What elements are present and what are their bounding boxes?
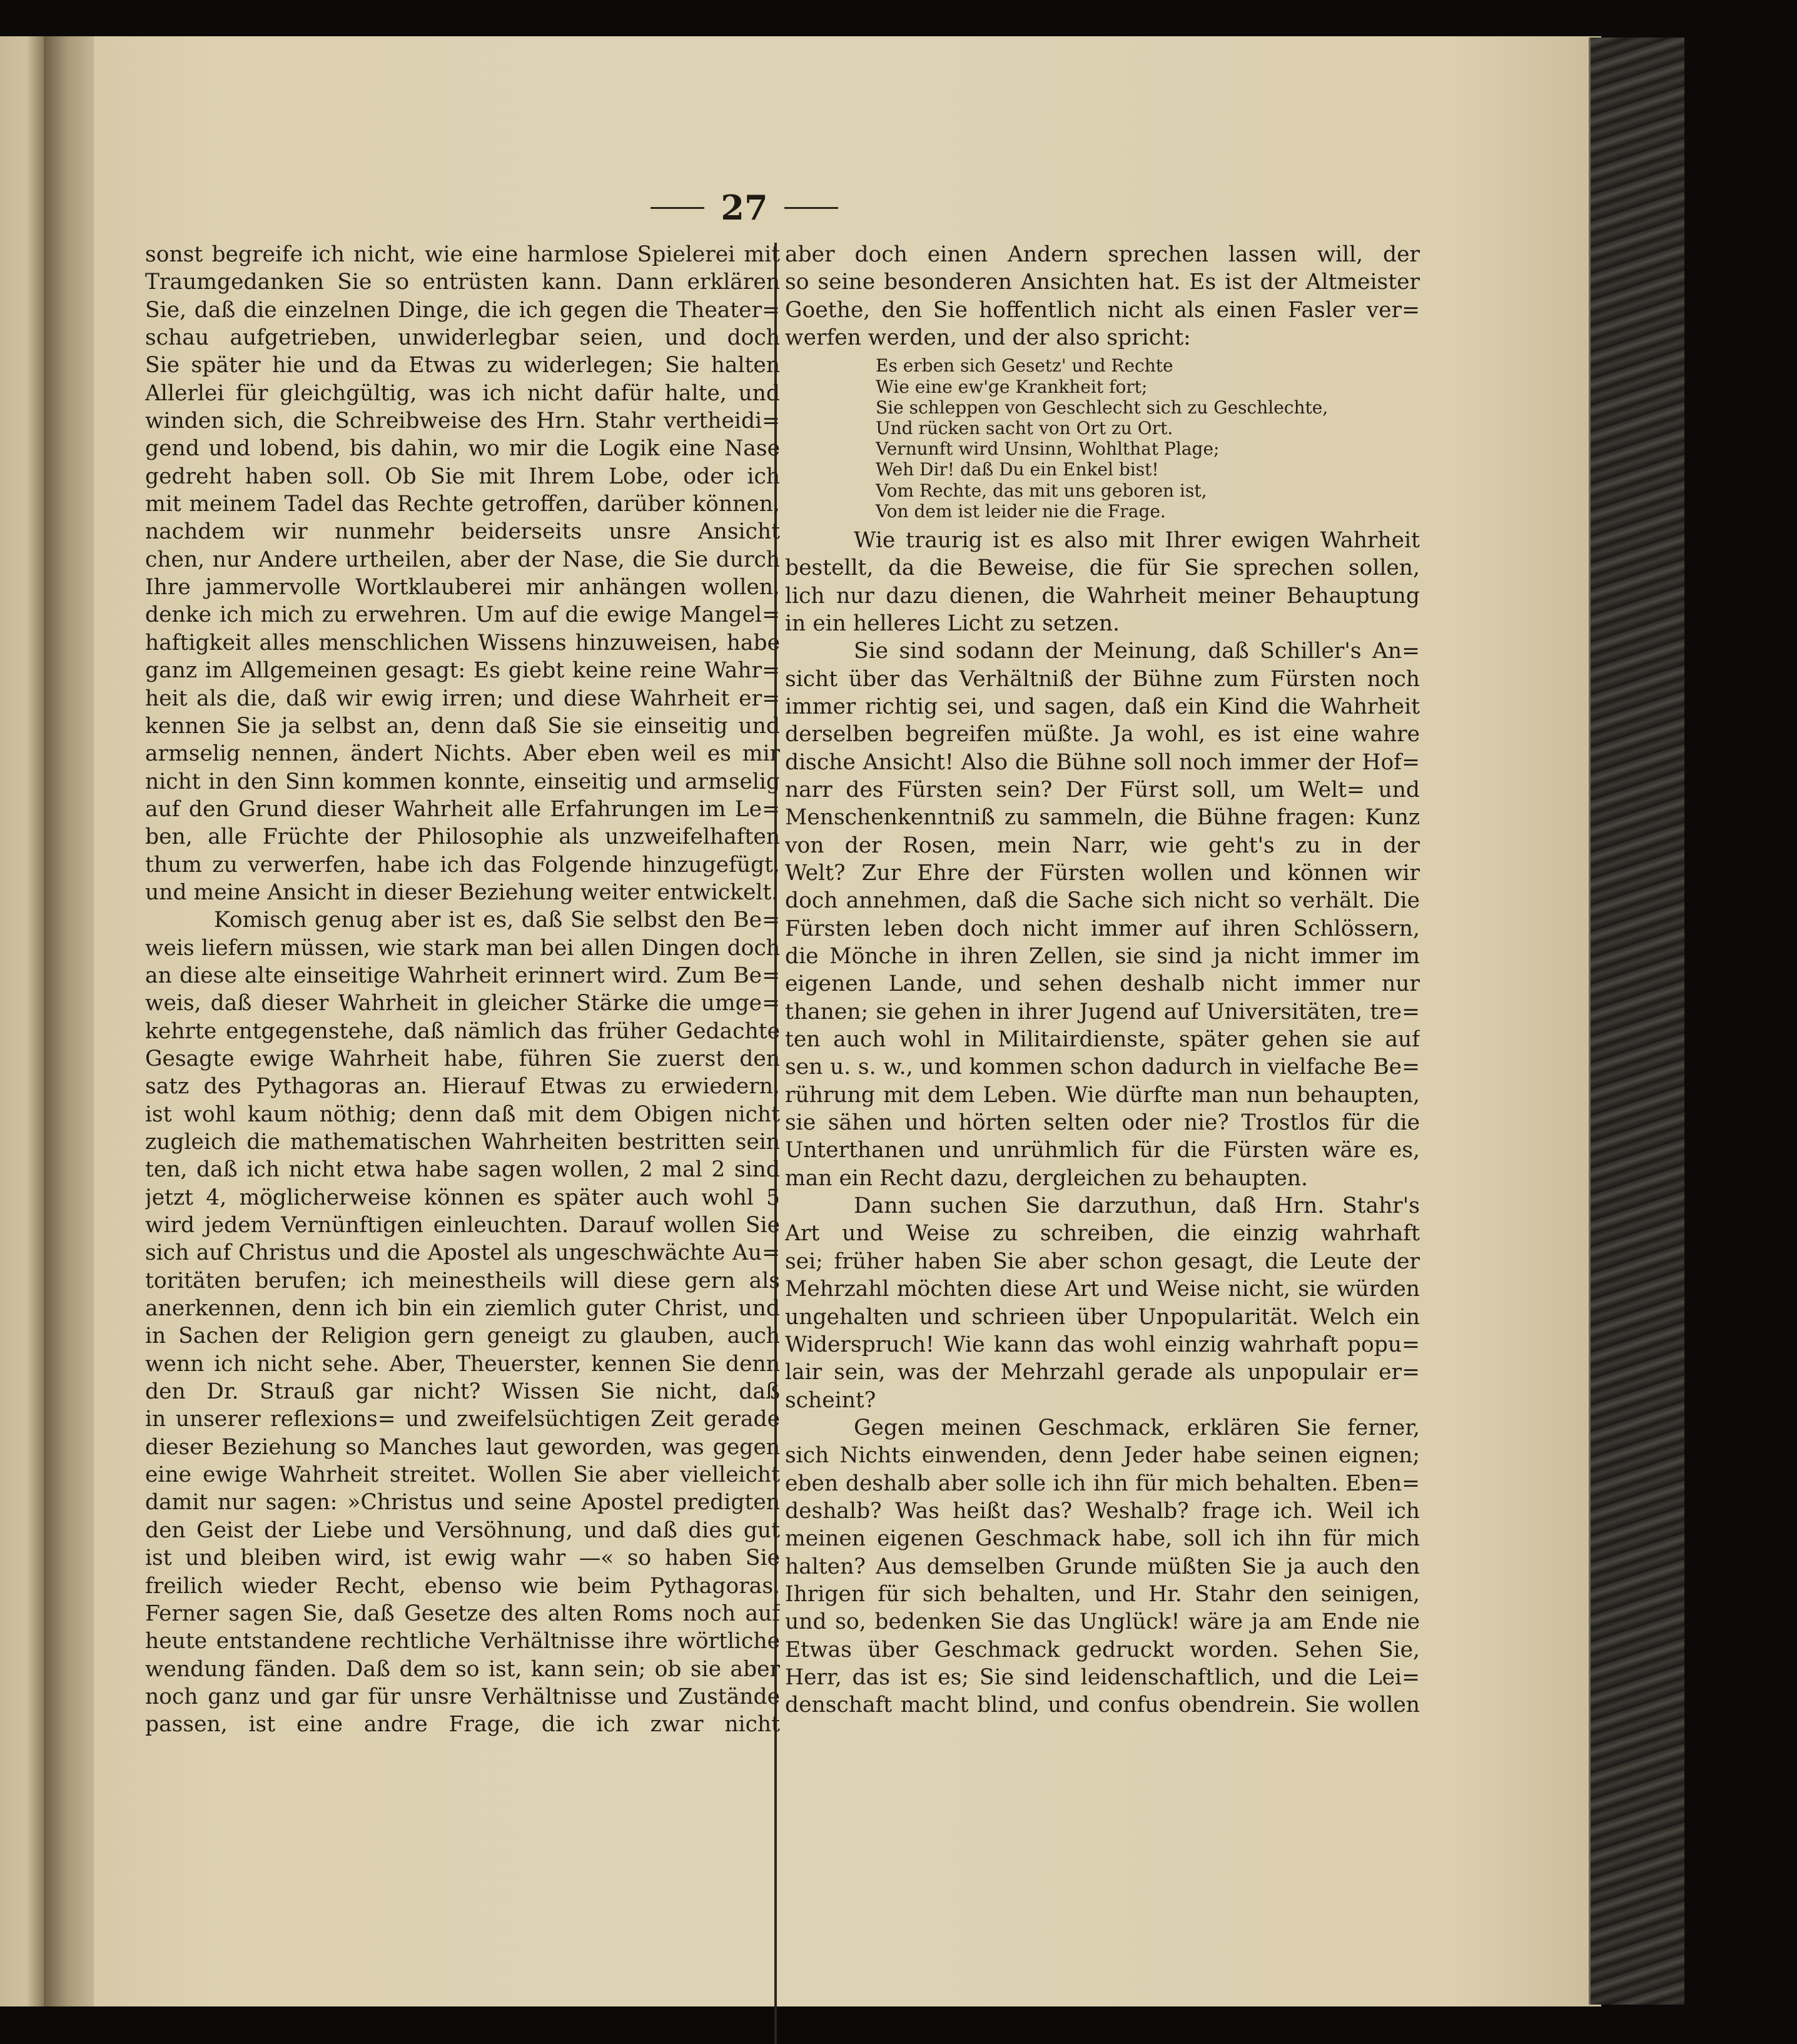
text-line: dische Ansicht! Also die Bühne soll noch immer der Hof= (785, 749, 1420, 775)
right-column-intro (785, 241, 1420, 352)
text-line: derselben begreifen müßte. Ja wohl, es ist eine wahre (785, 722, 1420, 747)
text-line: ist und bleiben wird, ist ewig wahr —« so haben Sie (145, 1546, 780, 1571)
text-line: anerkennen, denn ich bin ein ziemlich guter Christ, und (145, 1296, 780, 1322)
text-line: ten, daß ich nicht etwa habe sagen wollen, 2 mal 2 sind (145, 1157, 780, 1183)
text-line: und meine Ansicht in dieser Beziehung weiter entwickelt. (145, 879, 779, 905)
text-line: winden sich, die Schreibweise des Hrn. Stahr vertheidi= (145, 408, 780, 434)
text-line: ungehalten und schrieen über Unpopularität. Welch ein (785, 1304, 1420, 1330)
text-line: Unterthanen und unrühmlich für die Fürsten wäre es, (785, 1138, 1420, 1163)
text-line: den Geist der Liebe und Versöhnung, und daß dies gut (145, 1517, 780, 1543)
text-line: immer richtig sei, und sagen, daß ein Kind die Wahrheit (785, 694, 1420, 719)
text-line: Gesagte ewige Wahrheit habe, führen Sie zuerst den (145, 1046, 780, 1071)
text-line: Wie traurig ist es also mit Ihrer ewigen Wahrheit (854, 527, 1420, 553)
text-line: Ferner sagen Sie, daß Gesetze des alten Roms noch auf (145, 1601, 780, 1626)
text-line: bestellt, da die Beweise, die für Sie sprechen sollen, (785, 555, 1420, 581)
text-line: mit meinem Tadel das Rechte getroffen, darüber können, (145, 492, 780, 517)
text-line: toritäten berufen; ich meinestheils will diese gern als (145, 1268, 780, 1293)
text-line: lair sein, was der Mehrzahl gerade als unpopulair er= (785, 1360, 1420, 1385)
verse-line: Wie eine ew'ge Krankheit fort; (876, 376, 1148, 397)
text-line: lich nur dazu dienen, die Wahrheit meiner Behauptung (785, 583, 1420, 609)
text-line: ten auch wohl in Militairdienste, später gehen sie auf (785, 1027, 1420, 1053)
text-line: Ihrigen für sich behalten, und Hr. Stahr den seinigen, (785, 1581, 1420, 1607)
text-line: ben, alle Früchte der Philosophie als unzweifelhaften (145, 824, 780, 850)
text-line: weis liefern müssen, wie stark man bei allen Dingen doch (145, 935, 780, 961)
text-line: man ein Recht dazu, dergleichen zu behaupten. (785, 1165, 1308, 1191)
text-line: wenn ich nicht sehe. Aber, Theuerster, kennen Sie denn (145, 1351, 780, 1377)
text-line: denke ich mich zu erwehren. Um auf die ewige Mangel= (145, 602, 780, 628)
text-line: narr des Fürsten sein? Der Fürst soll, um Welt= und (785, 777, 1420, 802)
text-line: in Sachen der Religion gern geneigt zu glauben, auch (145, 1323, 780, 1349)
verse-line: Weh Dir! daß Du ein Enkel bist! (876, 459, 1159, 480)
text-line: rührung mit dem Leben. Wie dürfte man nun behaupten, (785, 1082, 1420, 1108)
text-line: sei; früher haben Sie aber schon gesagt, die Leute der (785, 1248, 1420, 1274)
text-line: eben deshalb aber solle ich ihn für mich behalten. Eben= (785, 1470, 1420, 1496)
text-line: Fürsten leben doch nicht immer auf ihren Schlössern, (785, 916, 1420, 941)
text-line: chen, nur Andere urtheilen, aber der Nase, die Sie durch (145, 547, 780, 572)
right-column (785, 241, 1420, 1719)
text-line: gedreht haben soll. Ob Sie mit Ihrem Lobe, oder ich (145, 463, 780, 489)
book-binding (1589, 38, 1684, 2005)
text-line: Etwas über Geschmack gedruckt worden. Sehen Sie, (785, 1637, 1420, 1662)
text-line: thanen; sie gehen in ihrer Jugend auf Universitäten, tre= (785, 999, 1420, 1025)
text-line: schau aufgetrieben, unwiderlegbar seien, und doch (145, 325, 780, 351)
text-line: zugleich die mathematischen Wahrheiten bestritten sein (145, 1130, 780, 1155)
text-line: eigenen Lande, und sehen deshalb nicht immer nur (785, 971, 1420, 997)
text-line: passen, ist eine andre Frage, die ich zwar nicht (145, 1712, 780, 1738)
text-line: Komisch genug aber ist es, daß Sie selbst den Be= (214, 908, 780, 933)
text-line: und so, bedenken Sie das Unglück! wäre ja am Ende nie (785, 1609, 1420, 1635)
verse-line: Von dem ist leider nie die Frage. (876, 500, 1166, 522)
text-line: sonst begreife ich nicht, wie eine harmlose Spielerei mit (145, 242, 780, 267)
text-line: Art und Weise zu schreiben, die einzig wahrhaft (785, 1221, 1420, 1247)
text-line: sich Nichts einwenden, denn Jeder habe seinen eignen; (785, 1443, 1420, 1469)
text-line: heute entstandene rechtliche Verhältnisse ihre wörtliche (145, 1629, 780, 1654)
text-line: nicht in den Sinn kommen konnte, einseitig und armselig (145, 769, 780, 794)
text-line: in ein helleres Licht zu setzen. (785, 610, 1120, 636)
text-line: denschaft macht blind, und confus obendrein. Sie wollen (785, 1692, 1420, 1718)
text-line: freilich wieder Recht, ebenso wie beim Pythagoras. (145, 1573, 780, 1599)
text-line: scheint? (785, 1387, 876, 1413)
text-line: armselig nennen, ändert Nichts. Aber eben weil es mir (145, 741, 780, 767)
facing-page-edge (0, 36, 44, 2006)
text-line: auf den Grund dieser Wahrheit alle Erfahrungen im Le= (145, 796, 780, 822)
text-line: sich auf Christus und die Apostel als ungeschwächte Au= (145, 1240, 780, 1266)
header-dash-right (784, 207, 838, 209)
text-line: Sie, daß die einzelnen Dinge, die ich gegen die Theater= (145, 297, 780, 323)
text-line: Gegen meinen Geschmack, erklären Sie ferner, (854, 1415, 1420, 1440)
text-line: die Mönche in ihren Zellen, sie sind ja nicht immer im (785, 944, 1420, 969)
text-line: von der Rosen, mein Narr, wie geht's zu in der (785, 832, 1420, 858)
header-dash-left (650, 207, 704, 209)
right-column-body (785, 527, 1420, 1719)
text-line: sie sähen und hörten selten oder nie? Trostlos für die (785, 1110, 1420, 1136)
text-line: Sie sind sodann der Meinung, daß Schiller's An= (854, 639, 1420, 664)
text-line: Mehrzahl möchten diese Art und Weise nicht, sie würden (785, 1277, 1420, 1302)
text-line: Allerlei für gleichgültig, was ich nicht dafür halte, und (145, 380, 780, 406)
text-line: eine ewige Wahrheit streitet. Wollen Sie aber vielleicht (145, 1462, 780, 1488)
text-line: so seine besonderen Ansichten hat. Es ist der Altmeister (785, 270, 1420, 295)
text-line: Herr, das ist es; Sie sind leidenschaftlich, und die Lei= (785, 1664, 1420, 1690)
text-line: an diese alte einseitige Wahrheit erinnert wird. Zum Be= (145, 963, 780, 988)
text-line: werfen werden, und der also spricht: (785, 325, 1191, 351)
text-line: weis, daß dieser Wahrheit in gleicher Stärke die umge= (145, 991, 780, 1016)
text-line: noch ganz und gar für unsre Verhältnisse und Zustände (145, 1684, 780, 1709)
text-line: nachdem wir nunmehr beiderseits unsre Ansicht (145, 519, 780, 545)
verse-line: Sie schleppen von Geschlecht sich zu Geschlechte, (876, 397, 1329, 418)
verse-line: Und rücken sacht von Ort zu Ort. (876, 417, 1173, 438)
text-line: Dann suchen Sie darzuthun, daß Hrn. Stahr's (854, 1193, 1420, 1219)
verse-line: Vernunft wird Unsinn, Wohlthat Plage; (876, 438, 1220, 460)
text-line: ganz im Allgemeinen gesagt: Es giebt keine reine Wahr= (145, 658, 780, 684)
verse-line: Es erben sich Gesetz' und Rechte (876, 355, 1173, 377)
text-line: Welt? Zur Ehre der Fürsten wollen und können wir (785, 861, 1420, 886)
text-line: halten? Aus demselben Grunde müßten Sie ja auch den (785, 1554, 1420, 1579)
text-line: damit nur sagen: »Christus und seine Apostel predigten (145, 1490, 780, 1515)
goethe-verse (785, 352, 1420, 527)
text-line: wendung fänden. Daß dem so ist, kann sein; ob sie aber (145, 1656, 780, 1682)
text-line: Sie später hie und da Etwas zu widerlegen; Sie halten (145, 353, 780, 378)
text-line: Goethe, den Sie hoffentlich nicht als einen Fasler ver= (785, 297, 1420, 323)
text-line: jetzt 4, möglicherweise können es später auch wohl 5 (145, 1185, 780, 1210)
text-line: haftigkeit alles menschlichen Wissens hinzuweisen, habe (145, 630, 780, 655)
text-line: sen u. s. w., und kommen schon dadurch in vielfache Be= (785, 1055, 1420, 1080)
verse-line: Vom Rechte, das mit uns geboren ist, (876, 480, 1207, 501)
text-line: Menschenkenntniß zu sammeln, die Bühne fragen: Kunz (785, 805, 1420, 831)
text-line: doch annehmen, daß die Sache sich nicht so verhält. Die (785, 888, 1420, 914)
text-line: meinen eigenen Geschmack habe, soll ich ihn für mich (785, 1526, 1420, 1552)
text-line: in unserer reflexions= und zweifelsüchtigen Zeit gerade (145, 1407, 780, 1432)
text-line: Traumgedanken Sie so entrüsten kann. Dann erklären (145, 270, 780, 295)
text-line: dieser Beziehung so Manches laut geworden, was gegen (145, 1434, 780, 1460)
text-line: kehrte entgegenstehe, daß nämlich das früher Gedachte (145, 1018, 780, 1044)
text-line: sicht über das Verhältniß der Bühne zum Fürsten noch (785, 666, 1420, 692)
text-line: wird jedem Vernünftigen einleuchten. Darauf wollen Sie (145, 1213, 780, 1238)
text-line: Widerspruch! Wie kann das wohl einzig wahrhaft popu= (785, 1332, 1420, 1357)
left-column (145, 241, 780, 1739)
text-line: thum zu verwerfen, habe ich das Folgende hinzugefügt, (145, 852, 780, 878)
text-line: Ihre jammervolle Wortklauberei mir anhängen wollen, (145, 575, 780, 600)
text-line: gend und lobend, bis dahin, wo mir die Logik eine Nase (145, 436, 780, 462)
text-line: deshalb? Was heißt das? Weshalb? frage ich. Weil ich (785, 1498, 1420, 1524)
text-line: den Dr. Strauß gar nicht? Wissen Sie nicht, daß (145, 1379, 780, 1405)
text-line: ist wohl kaum nöthig; denn daß mit dem Obigen nicht (145, 1101, 780, 1127)
text-line: aber doch einen Andern sprechen lassen will, der (785, 242, 1420, 267)
page-number: 27 (721, 188, 768, 228)
text-line: heit als die, daß wir ewig irren; und diese Wahrheit er= (145, 686, 780, 711)
text-line: satz des Pythagoras an. Hierauf Etwas zu erwiedern, (145, 1074, 780, 1100)
page-number-header (650, 183, 838, 233)
text-line: kennen Sie ja selbst an, denn daß Sie sie einseitig und (145, 713, 780, 739)
